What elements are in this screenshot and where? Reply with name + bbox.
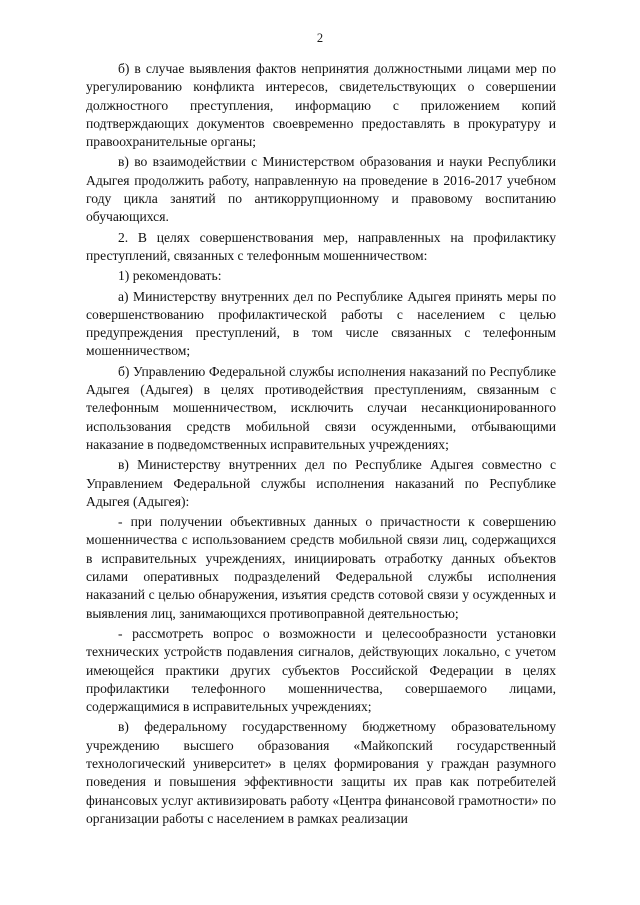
- paragraph-b-penitentiary-service: б) Управлению Федеральной службы исполнения наказаний по Республике Адыгея (Адыгея) в целях противодействия преступлениям, связанным с телефонным мошенничеством, исключить случаи несанкционированного использования средств мобильной связи осужденными, отбывающими наказание в подведомственных исправительных учреждениях;: [86, 363, 556, 452]
- paragraph-bullet-mobile-fraud: - при получении объективных данных о причастности к совершению мошенничества с использованием средств мобильной связи лиц, содержащихся в исправительных учреждениях, инициировать отработку данных объектов силами оперативных подразделений Федеральной службы исполнения наказаний с целью обнаружения, изъятия средств сотовой связи у осужденных и выявления лиц, занимающихся противоправной деятельностью;: [86, 514, 556, 621]
- paragraph-2-phone-fraud: 2. В целях совершенствования мер, направленных на профилактику преступлений, связанных с телефонным мошенничеством:: [86, 229, 556, 263]
- paragraph-v-education-ministry: в) во взаимодействии с Министерством образования и науки Республики Адыгея продолжить работу, направленную на проведение в 2016-2017 учебном году цикла занятий по антикоррупционному и правовому воспитанию обучающихся.: [86, 154, 556, 225]
- paragraph-v-joint-measures: в) Министерству внутренних дел по Республике Адыгея совместно с Управлением Федеральной службы исполнения наказаний по Республике Адыгея (Адыгея):: [86, 457, 556, 509]
- paragraph-bullet-signal-jammers: - рассмотреть вопрос о возможности и целесообразности установки технических устройств подавления сигналов, действующих локально, с учетом имеющейся практики других субъектов Российской Федерации в целях профилактики телефонного мошенничества, совершаемого лицами, содержащимися в исправительных учреждениях;: [86, 625, 556, 715]
- paragraph-1-recommend: 1) рекомендовать:: [118, 268, 222, 284]
- paragraph-b-conflict-of-interest: б) в случае выявления фактов непринятия должностными лицами мер по урегулированию конфликта интересов, свидетельствующих о совершении должностного преступления, информацию с приложением копий подтверждающих документов своевременно предоставлять в прокуратуру и правоохранительные органы;: [86, 61, 556, 150]
- paragraph-a-internal-affairs: а) Министерству внутренних дел по Республике Адыгея принять меры по совершенствованию профилактической работы с населением с целью предупреждения преступлений, в том числе связанных с телефонным мошенничеством;: [86, 288, 556, 359]
- paragraph-v-university: в) федеральному государственному бюджетному образовательному учреждению высшего образования «Майкопский государственный технологический университет» в целях формирования у граждан разумного поведения и повышения эффективности защиты их прав как потребителей финансовых услуг активизировать работу «Центра финансовой грамотности» по организации работы с населением в рамках реализации: [86, 719, 556, 826]
- page-number: 2: [316, 31, 324, 45]
- document-body: [86, 60, 556, 830]
